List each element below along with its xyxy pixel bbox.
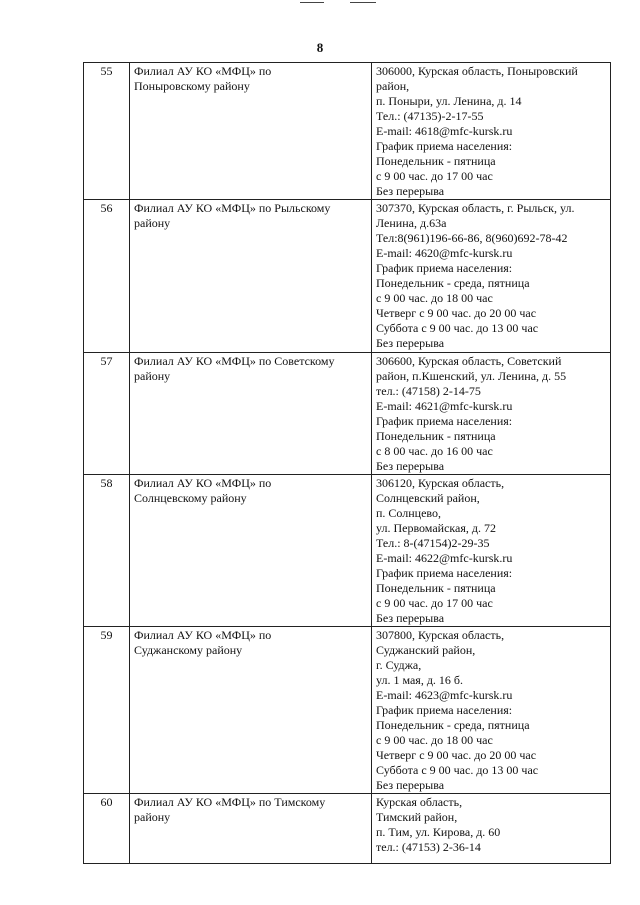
contact-line: График приема населения:: [376, 414, 513, 428]
table-row: [84, 794, 611, 864]
contact-line: с 9 00 час. до 17 00 час: [376, 596, 493, 610]
contact-line: 307800, Курская область,: [376, 628, 505, 642]
contact-line: с 9 00 час. до 18 00 час: [376, 733, 493, 747]
contact-line: Тел.: (47135)-2-17-55: [376, 109, 484, 123]
branch-name-line: району: [134, 216, 171, 230]
contact-line: Суджанский район,: [376, 643, 476, 657]
branch-name-line: Филиал АУ КО «МФЦ» по Рыльскому: [134, 201, 331, 215]
contact-line: График приема населения:: [376, 139, 513, 153]
branch-contact-cell: [372, 63, 611, 200]
branch-name-cell: [130, 63, 372, 200]
branch-name-line: Филиал АУ КО «МФЦ» по: [134, 628, 272, 642]
row-number: 55: [84, 63, 130, 200]
row-number: 59: [84, 627, 130, 794]
contact-line: Без перерыва: [376, 611, 445, 625]
contact-line: Курская область,: [376, 795, 463, 809]
contact-line: п. Солнцево,: [376, 506, 442, 520]
table-row: [84, 63, 611, 200]
branch-name-line: Филиал АУ КО «МФЦ» по Тимскому: [134, 795, 326, 809]
branch-name-cell: [130, 353, 372, 475]
branch-contact-cell: [372, 627, 611, 794]
branch-name-line: району: [134, 369, 171, 383]
branch-registry-table: [83, 62, 611, 864]
branch-name-line: Филиал АУ КО «МФЦ» по: [134, 476, 272, 490]
contact-line: Ленина, д.63а: [376, 216, 447, 230]
branch-name-cell: [130, 794, 372, 864]
contact-line: E-mail: 4623@mfc-kursk.ru: [376, 688, 513, 702]
contact-line: E-mail: 4620@mfc-kursk.ru: [376, 246, 513, 260]
branch-contact-cell: [372, 353, 611, 475]
table-body: [84, 63, 611, 864]
contact-line: 307370, Курская область, г. Рыльск, ул.: [376, 201, 575, 215]
contact-line: Без перерыва: [376, 778, 445, 792]
contact-line: Четверг с 9 00 час. до 20 00 час: [376, 306, 537, 320]
contact-line: Четверг с 9 00 час. до 20 00 час: [376, 748, 537, 762]
branch-name-cell: [130, 627, 372, 794]
branch-name-cell: [130, 475, 372, 627]
branch-name-line: Поныровскому району: [134, 79, 250, 93]
contact-line: Без перерыва: [376, 184, 445, 198]
contact-line: E-mail: 4618@mfc-kursk.ru: [376, 124, 513, 138]
branch-contact-cell: [372, 200, 611, 353]
branch-contact-cell: [372, 794, 611, 864]
contact-line: Понедельник - пятница: [376, 429, 496, 443]
contact-line: Солнцевский район,: [376, 491, 480, 505]
contact-line: с 9 00 час. до 18 00 час: [376, 291, 493, 305]
contact-line: Суббота с 9 00 час. до 13 00 час: [376, 321, 539, 335]
table-row: [84, 627, 611, 794]
contact-line: E-mail: 4621@mfc-kursk.ru: [376, 399, 513, 413]
contact-line: График приема населения:: [376, 566, 513, 580]
row-number: 57: [84, 353, 130, 475]
contact-line: Тел.: 8-(47154)2-29-35: [376, 536, 490, 550]
contact-line: ул. Первомайская, д. 72: [376, 521, 496, 535]
contact-line: 306600, Курская область, Советский: [376, 354, 562, 368]
contact-line: 306000, Курская область, Поныровский: [376, 64, 578, 78]
contact-line: с 8 00 час. до 16 00 час: [376, 444, 493, 458]
contact-line: Без перерыва: [376, 336, 445, 350]
branch-contact-cell: [372, 475, 611, 627]
row-number: 56: [84, 200, 130, 353]
branch-name-line: району: [134, 810, 171, 824]
contact-line: Понедельник - среда, пятница: [376, 718, 530, 732]
contact-line: с 9 00 час. до 17 00 час: [376, 169, 493, 183]
contact-line: ул. 1 мая, д. 16 б.: [376, 673, 464, 687]
row-number: 60: [84, 794, 130, 864]
contact-line: п. Тим, ул. Кирова, д. 60: [376, 825, 501, 839]
contact-line: Без перерыва: [376, 459, 445, 473]
table-row: [84, 353, 611, 475]
contact-line: График приема населения:: [376, 261, 513, 275]
page-number: 8: [316, 40, 324, 55]
contact-line: район, п.Кшенский, ул. Ленина, д. 55: [376, 369, 567, 383]
contact-line: График приема населения:: [376, 703, 513, 717]
contact-line: Суббота с 9 00 час. до 13 00 час: [376, 763, 539, 777]
contact-line: E-mail: 4622@mfc-kursk.ru: [376, 551, 513, 565]
top-edge-mark-left: [300, 2, 324, 3]
contact-line: г. Суджа,: [376, 658, 422, 672]
branch-name-line: Филиал АУ КО «МФЦ» по Советскому: [134, 354, 335, 368]
contact-line: п. Поныри, ул. Ленина, д. 14: [376, 94, 522, 108]
table-row: [84, 475, 611, 627]
contact-line: район,: [376, 79, 410, 93]
branch-name-cell: [130, 200, 372, 353]
contact-line: тел.: (47158) 2-14-75: [376, 384, 481, 398]
top-edge-mark-right: [350, 2, 376, 3]
table-row: [84, 200, 611, 353]
contact-line: 306120, Курская область,: [376, 476, 505, 490]
contact-line: Тел:8(961)196-66-86, 8(960)692-78-42: [376, 231, 568, 245]
contact-line: Тимский район,: [376, 810, 458, 824]
branch-name-line: Солнцевскому району: [134, 491, 247, 505]
branch-name-line: Филиал АУ КО «МФЦ» по: [134, 64, 272, 78]
contact-line: Понедельник - пятница: [376, 581, 496, 595]
contact-line: Понедельник - пятница: [376, 154, 496, 168]
branch-name-line: Суджанскому району: [134, 643, 243, 657]
contact-line: тел.: (47153) 2-36-14: [376, 840, 481, 854]
row-number: 58: [84, 475, 130, 627]
contact-line: Понедельник - среда, пятница: [376, 276, 530, 290]
